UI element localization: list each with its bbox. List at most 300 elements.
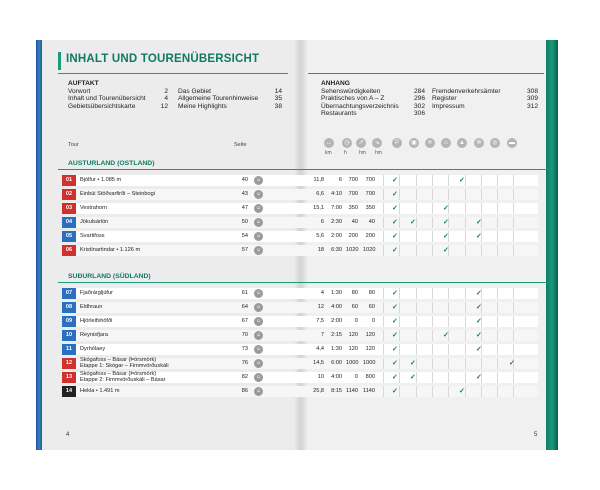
difficulty-icon: ☺ bbox=[255, 332, 262, 338]
tour-ascent: 120 bbox=[348, 346, 358, 352]
cell-divider bbox=[465, 344, 466, 355]
tour-time: 6 bbox=[338, 177, 342, 183]
tour-distance: 11,8 bbox=[313, 177, 324, 183]
tour-name: Hekla • 1.491 m bbox=[80, 388, 120, 394]
cell-divider bbox=[465, 203, 466, 214]
unit-label: h bbox=[344, 150, 347, 156]
cell-divider bbox=[383, 372, 384, 383]
cell-divider bbox=[432, 189, 433, 200]
tour-page: 70 bbox=[241, 332, 248, 338]
check-icon: ✓ bbox=[476, 346, 482, 353]
tour-name: Kristínartindar • 1.126 m bbox=[80, 247, 141, 253]
cell-divider bbox=[513, 175, 514, 186]
tour-number: 04 bbox=[62, 217, 76, 228]
unit-label: hm bbox=[359, 150, 366, 156]
cell-divider bbox=[448, 372, 449, 383]
tour-descent: 60 bbox=[368, 304, 375, 310]
difficulty-icon: ☺ bbox=[255, 233, 262, 239]
tour-distance: 6 bbox=[320, 219, 324, 225]
check-icon: ✓ bbox=[392, 290, 398, 297]
cell-divider bbox=[432, 358, 433, 369]
check-icon: ✓ bbox=[459, 177, 465, 184]
table-row[interactable] bbox=[62, 358, 538, 369]
difficulty-icon: ☺ bbox=[255, 318, 262, 324]
check-icon: ✓ bbox=[459, 388, 465, 395]
anhang-list-1 bbox=[321, 88, 425, 118]
toc-entry[interactable] bbox=[432, 95, 538, 103]
check-icon: ✓ bbox=[476, 304, 482, 311]
cell-divider bbox=[513, 288, 514, 299]
tour-distance: 15,1 bbox=[313, 205, 324, 211]
cell-divider bbox=[448, 189, 449, 200]
tour-number: 14 bbox=[62, 386, 76, 397]
region-heading: SUÐURLAND (SÜDLAND) bbox=[68, 273, 151, 280]
table-row[interactable] bbox=[62, 175, 538, 186]
distance-icon: ↔ bbox=[326, 140, 332, 146]
aufakt-section bbox=[68, 80, 168, 110]
anhang-section-2 bbox=[432, 88, 538, 111]
restaurant-icon: ✕ bbox=[425, 138, 435, 148]
cell-divider bbox=[432, 316, 433, 327]
tour-name: Svartifoss bbox=[80, 233, 105, 239]
cell-divider bbox=[399, 372, 400, 383]
cell-divider bbox=[465, 316, 466, 327]
cell-divider bbox=[465, 217, 466, 228]
cell-divider bbox=[513, 189, 514, 200]
check-icon: ✓ bbox=[392, 177, 398, 184]
tour-ascent: 0 bbox=[354, 374, 358, 380]
check-icon: ✓ bbox=[476, 318, 482, 325]
cell-divider bbox=[416, 344, 417, 355]
tour-descent: 1140 bbox=[363, 388, 376, 394]
tour-ascent: 1140 bbox=[346, 388, 359, 394]
tour-time: 4:00 bbox=[331, 304, 342, 310]
table-row[interactable] bbox=[62, 288, 538, 299]
tour-name-line-2: Etappe 2: Fimmvörðuskáli – Básar bbox=[80, 376, 166, 383]
cell-divider bbox=[432, 386, 433, 397]
tour-name-line-1: Skógafoss – Básar (Þórsmörk) bbox=[80, 371, 157, 377]
cell-divider bbox=[399, 175, 400, 186]
table-row[interactable] bbox=[62, 316, 538, 327]
summit-icon: ▲ bbox=[457, 138, 467, 148]
tour-time: 4:00 bbox=[331, 374, 342, 380]
cell-divider bbox=[399, 203, 400, 214]
cell-divider bbox=[465, 189, 466, 200]
tour-number: 02 bbox=[62, 189, 76, 200]
toc-entry[interactable] bbox=[178, 88, 282, 96]
page-number-right: 5 bbox=[534, 432, 538, 438]
cell-divider bbox=[432, 203, 433, 214]
ascent-icon: ↗ bbox=[356, 138, 366, 148]
difficulty-icon: ☺ bbox=[255, 304, 262, 310]
cell-divider bbox=[513, 344, 514, 355]
difficulty-icon: ☺ bbox=[255, 247, 262, 253]
cell-divider bbox=[465, 231, 466, 242]
cell-divider bbox=[399, 231, 400, 242]
check-icon: ✓ bbox=[476, 219, 482, 226]
cell-divider bbox=[448, 302, 449, 313]
toc-label: Register bbox=[432, 95, 457, 103]
toc-label: Sehenswürdigkeiten bbox=[321, 87, 381, 95]
tour-time: 2:00 bbox=[331, 233, 342, 239]
cell-divider bbox=[448, 175, 449, 186]
cell-divider bbox=[497, 344, 498, 355]
cell-divider bbox=[399, 330, 400, 341]
feature-cells bbox=[383, 302, 528, 313]
cell-divider bbox=[497, 316, 498, 327]
cell-divider bbox=[383, 316, 384, 327]
cell-divider bbox=[416, 302, 417, 313]
tour-page: 50 bbox=[241, 219, 248, 225]
tour-descent: 80 bbox=[368, 290, 375, 296]
table-row[interactable] bbox=[62, 245, 538, 256]
difficulty-icon: ☺ bbox=[255, 388, 262, 394]
difficulty-icon: ☺ bbox=[255, 290, 262, 296]
parking-icon: P bbox=[392, 138, 402, 148]
feature-cells bbox=[383, 175, 528, 186]
tour-distance: 7 bbox=[320, 332, 324, 338]
check-icon: ✓ bbox=[392, 247, 398, 254]
descent-icon: ↘ bbox=[372, 138, 382, 148]
cell-divider bbox=[399, 288, 400, 299]
feature-cells bbox=[383, 386, 528, 397]
toc-entry[interactable] bbox=[68, 103, 168, 111]
tour-name bbox=[80, 358, 169, 369]
tour-descent: 700 bbox=[365, 177, 375, 183]
cell-divider bbox=[497, 386, 498, 397]
toc-page: 35 bbox=[274, 95, 282, 103]
cell-divider bbox=[497, 358, 498, 369]
check-icon: ✓ bbox=[392, 191, 398, 198]
check-icon: ✓ bbox=[392, 388, 398, 395]
check-icon: ✓ bbox=[443, 332, 449, 339]
toc-label: Übernachtungsverzeichnis bbox=[321, 102, 399, 110]
cell-divider bbox=[416, 316, 417, 327]
tour-name: Hjörleifshöfði bbox=[80, 318, 113, 324]
cell-divider bbox=[465, 372, 466, 383]
tour-time: 1:30 bbox=[331, 346, 342, 352]
check-icon: ✓ bbox=[392, 332, 398, 339]
cell-divider bbox=[383, 231, 384, 242]
toc-page: 306 bbox=[413, 110, 425, 118]
check-icon: ✓ bbox=[476, 233, 482, 240]
cell-divider bbox=[432, 217, 433, 228]
tour-page: 86 bbox=[241, 388, 248, 394]
toc-label: Allgemeine Tourenhinweise bbox=[178, 95, 259, 103]
bus-icon: ▣ bbox=[409, 138, 419, 148]
tour-name: Bjólfur • 1.085 m bbox=[80, 177, 122, 183]
tour-ascent: 40 bbox=[351, 219, 358, 225]
region-rule bbox=[58, 169, 548, 170]
feature-cells bbox=[383, 231, 528, 242]
tour-descent: 40 bbox=[368, 219, 375, 225]
tour-page: 57 bbox=[241, 247, 248, 253]
cell-divider bbox=[432, 330, 433, 341]
book-edge-right bbox=[546, 40, 558, 450]
cell-divider bbox=[513, 245, 514, 256]
tour-descent: 1020 bbox=[363, 247, 376, 253]
title-rule-right bbox=[308, 73, 544, 74]
tour-descent: 120 bbox=[365, 332, 375, 338]
cell-divider bbox=[497, 330, 498, 341]
title-rule-left bbox=[58, 73, 288, 74]
tour-number: 12 bbox=[62, 358, 76, 369]
table-row[interactable] bbox=[62, 231, 538, 242]
tour-name-line-2: Etappe 1: Skógar – Fimmvörðuskáli bbox=[80, 362, 169, 369]
cell-divider bbox=[513, 330, 514, 341]
cell-divider bbox=[432, 302, 433, 313]
cell-divider bbox=[513, 203, 514, 214]
tour-distance: 12 bbox=[317, 304, 324, 310]
cell-divider bbox=[399, 316, 400, 327]
tour-page: 64 bbox=[241, 304, 248, 310]
toc-entry[interactable] bbox=[321, 88, 425, 96]
table-row[interactable] bbox=[62, 189, 538, 200]
check-icon: ✓ bbox=[392, 318, 398, 325]
cell-divider bbox=[383, 189, 384, 200]
cell-divider bbox=[383, 386, 384, 397]
cell-divider bbox=[513, 372, 514, 383]
tour-page: 54 bbox=[241, 233, 248, 239]
check-icon: ✓ bbox=[392, 374, 398, 381]
check-icon: ✓ bbox=[443, 233, 449, 240]
cell-divider bbox=[383, 175, 384, 186]
toc-entry[interactable] bbox=[68, 88, 168, 96]
check-icon: ✓ bbox=[443, 247, 449, 254]
tour-number: 08 bbox=[62, 302, 76, 313]
title-accent-bar bbox=[58, 52, 61, 70]
toc-entry[interactable] bbox=[432, 88, 538, 96]
cell-divider bbox=[513, 231, 514, 242]
tour-number: 05 bbox=[62, 231, 76, 242]
table-row[interactable] bbox=[62, 372, 538, 383]
cell-divider bbox=[432, 372, 433, 383]
tour-time: 2:00 bbox=[331, 318, 342, 324]
tour-name: Fjaðrárgljúfur bbox=[80, 290, 113, 296]
cell-divider bbox=[497, 372, 498, 383]
tour-time: 2:15 bbox=[331, 332, 342, 338]
cell-divider bbox=[448, 316, 449, 327]
cell-divider bbox=[497, 189, 498, 200]
toc-entry[interactable] bbox=[178, 95, 282, 103]
cell-divider bbox=[448, 386, 449, 397]
feature-cells bbox=[383, 372, 528, 383]
tour-page: 43 bbox=[241, 191, 248, 197]
toc-label: Inhalt und Tourenübersicht bbox=[68, 95, 146, 103]
tour-ascent: 60 bbox=[351, 304, 358, 310]
toc-page: 296 bbox=[413, 95, 425, 103]
check-icon: ✓ bbox=[476, 290, 482, 297]
cell-divider bbox=[399, 386, 400, 397]
toc-label: Vorwort bbox=[68, 87, 91, 95]
tour-number: 13 bbox=[62, 372, 76, 383]
cell-divider bbox=[416, 203, 417, 214]
tour-ascent: 700 bbox=[348, 177, 358, 183]
page-title: INHALT UND TOURENÜBERSICHT bbox=[66, 53, 260, 65]
cell-divider bbox=[432, 175, 433, 186]
tour-name: Jökulsárlón bbox=[80, 219, 109, 225]
cell-divider bbox=[399, 344, 400, 355]
toc-page: 38 bbox=[274, 102, 282, 110]
aufakt-list-2 bbox=[178, 88, 282, 111]
tour-descent: 1000 bbox=[363, 360, 376, 366]
cell-divider bbox=[383, 245, 384, 256]
cell-divider bbox=[481, 189, 482, 200]
tour-name: Eldhraun bbox=[80, 304, 103, 310]
cell-divider bbox=[432, 344, 433, 355]
tour-name: Vestrahorn bbox=[80, 205, 108, 211]
cell-divider bbox=[399, 217, 400, 228]
aufakt-heading: AUFTAKT bbox=[68, 80, 99, 87]
cell-divider bbox=[497, 288, 498, 299]
toc-label: Impressum bbox=[432, 102, 465, 110]
toc-page: 12 bbox=[160, 102, 168, 110]
cell-divider bbox=[497, 302, 498, 313]
tour-number: 07 bbox=[62, 288, 76, 299]
tour-distance: 14,5 bbox=[313, 360, 324, 366]
cell-divider bbox=[416, 245, 417, 256]
hut-icon: ⌂ bbox=[441, 138, 451, 148]
tour-name-line-1: Skógafoss – Básar (Þórsmörk) bbox=[80, 357, 157, 363]
tour-time: 7:00 bbox=[331, 205, 342, 211]
tour-time: 1:30 bbox=[331, 290, 342, 296]
difficulty-icon: ☺ bbox=[255, 191, 262, 197]
toc-entry[interactable] bbox=[68, 95, 168, 103]
tour-ascent: 1020 bbox=[346, 247, 359, 253]
table-row[interactable] bbox=[62, 302, 538, 313]
unit-label: hm bbox=[375, 150, 382, 156]
tour-number: 03 bbox=[62, 203, 76, 214]
cell-divider bbox=[497, 231, 498, 242]
table-row[interactable] bbox=[62, 330, 538, 341]
table-row[interactable] bbox=[62, 386, 538, 397]
toc-label: Praktisches von A – Z bbox=[321, 95, 385, 103]
cell-divider bbox=[383, 203, 384, 214]
tour-ascent: 1000 bbox=[346, 360, 359, 366]
toc-page: 284 bbox=[413, 87, 425, 95]
tour-time: 2:30 bbox=[331, 219, 342, 225]
tour-distance: 6,6 bbox=[316, 191, 324, 197]
feature-cells bbox=[383, 316, 528, 327]
cell-divider bbox=[481, 386, 482, 397]
check-icon: ✓ bbox=[392, 205, 398, 212]
cell-divider bbox=[432, 231, 433, 242]
tour-number: 09 bbox=[62, 316, 76, 327]
difficulty-icon: ☺ bbox=[255, 346, 262, 352]
cell-divider bbox=[465, 288, 466, 299]
toc-entry[interactable] bbox=[432, 103, 538, 111]
cell-divider bbox=[432, 288, 433, 299]
cell-divider bbox=[465, 358, 466, 369]
tour-distance: 25,8 bbox=[313, 388, 324, 394]
cell-divider bbox=[465, 330, 466, 341]
cell-divider bbox=[416, 288, 417, 299]
feature-cells bbox=[383, 203, 528, 214]
tour-number: 06 bbox=[62, 245, 76, 256]
unit-label: km bbox=[325, 150, 332, 156]
toc-entry[interactable] bbox=[321, 103, 425, 111]
table-row[interactable] bbox=[62, 344, 538, 355]
aufakt-section-2 bbox=[178, 88, 282, 111]
check-icon: ✓ bbox=[443, 205, 449, 212]
tour-descent: 200 bbox=[365, 233, 375, 239]
check-icon: ✓ bbox=[392, 360, 398, 367]
table-row[interactable] bbox=[62, 203, 538, 214]
cell-divider bbox=[399, 358, 400, 369]
bike-icon: ◎ bbox=[490, 138, 500, 148]
tour-name bbox=[80, 372, 166, 383]
toc-label: Gebietsübersichtskarte bbox=[68, 102, 136, 110]
cell-divider bbox=[481, 245, 482, 256]
toc-entry[interactable] bbox=[321, 95, 425, 103]
toc-entry[interactable] bbox=[321, 110, 425, 118]
tour-time: 4:10 bbox=[331, 191, 342, 197]
tour-page: 67 bbox=[241, 318, 248, 324]
anhang-section bbox=[321, 80, 425, 118]
cell-divider bbox=[383, 358, 384, 369]
toc-label: Restaurants bbox=[321, 110, 357, 118]
cell-divider bbox=[383, 217, 384, 228]
tour-distance: 4 bbox=[320, 290, 324, 296]
tour-descent: 800 bbox=[365, 374, 375, 380]
toc-page: 2 bbox=[164, 87, 168, 95]
toc-entry[interactable] bbox=[178, 103, 282, 111]
toc-page: 312 bbox=[526, 102, 538, 110]
time-icon: ◷ bbox=[342, 138, 352, 148]
tour-time: 6:00 bbox=[331, 360, 342, 366]
tour-ascent: 350 bbox=[348, 205, 358, 211]
toc-page: 309 bbox=[526, 95, 538, 103]
cell-divider bbox=[416, 386, 417, 397]
cell-divider bbox=[432, 245, 433, 256]
feature-cells bbox=[383, 330, 528, 341]
feature-cells bbox=[383, 344, 528, 355]
region-rule bbox=[58, 282, 548, 283]
cell-divider bbox=[497, 175, 498, 186]
tour-page: 82 bbox=[241, 374, 248, 380]
toc-label: Fremdenverkehrsämter bbox=[432, 87, 501, 95]
tour-ascent: 80 bbox=[351, 290, 358, 296]
tour-ascent: 700 bbox=[348, 191, 358, 197]
cell-divider bbox=[383, 302, 384, 313]
check-icon: ✓ bbox=[392, 346, 398, 353]
tour-time: 6:30 bbox=[331, 247, 342, 253]
feature-cells bbox=[383, 217, 528, 228]
tour-page: 61 bbox=[241, 290, 248, 296]
feature-cells bbox=[383, 358, 528, 369]
cell-divider bbox=[448, 288, 449, 299]
feature-cells bbox=[383, 245, 528, 256]
tour-page: 73 bbox=[241, 346, 248, 352]
cell-divider bbox=[481, 203, 482, 214]
check-icon: ✓ bbox=[443, 219, 449, 226]
toc-page: 14 bbox=[274, 87, 282, 95]
check-icon: ✓ bbox=[392, 219, 398, 226]
cell-divider bbox=[399, 189, 400, 200]
cell-divider bbox=[399, 245, 400, 256]
check-icon: ✓ bbox=[476, 374, 482, 381]
tour-distance: 7,5 bbox=[316, 318, 324, 324]
check-icon: ✓ bbox=[410, 360, 416, 367]
cell-divider bbox=[513, 217, 514, 228]
check-icon: ✓ bbox=[410, 219, 416, 226]
winter-icon: ✲ bbox=[474, 138, 484, 148]
tour-number: 10 bbox=[62, 330, 76, 341]
cell-divider bbox=[383, 288, 384, 299]
table-row[interactable] bbox=[62, 217, 538, 228]
cell-divider bbox=[399, 302, 400, 313]
toc-page: 4 bbox=[164, 95, 168, 103]
